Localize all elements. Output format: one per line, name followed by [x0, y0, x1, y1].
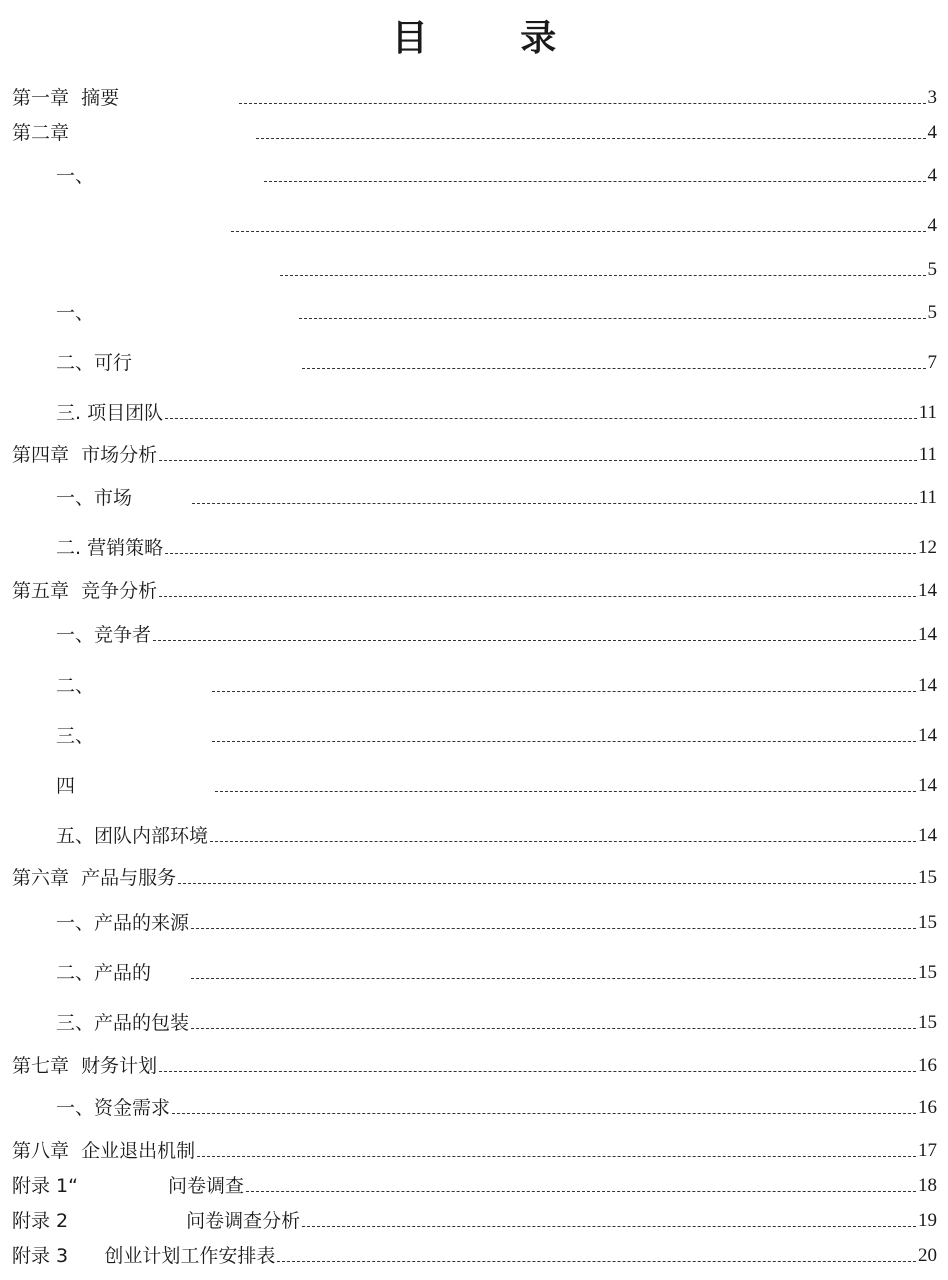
- toc-leader: [215, 791, 916, 792]
- toc-entry-label: 第五章 竞争分析: [12, 580, 158, 602]
- toc-entry[interactable]: [12, 437, 937, 467]
- toc-leader: [277, 1261, 916, 1262]
- toc-entry[interactable]: [12, 80, 937, 110]
- toc-entry-label: 一、竞争者: [56, 624, 152, 646]
- toc-entry[interactable]: [56, 617, 937, 647]
- toc-entry-page: 4: [927, 215, 937, 236]
- toc-leader: [159, 460, 917, 461]
- toc-entry-page: 15: [918, 867, 937, 888]
- toc-entry[interactable]: [12, 252, 937, 282]
- toc-leader: [192, 503, 917, 504]
- toc-entry-label: 第四章 市场分析: [12, 444, 158, 466]
- toc-entry-label: 四: [56, 775, 76, 797]
- toc-leader: [256, 138, 925, 139]
- toc-entry-label: 附录 2: [12, 1210, 69, 1232]
- toc-entry-page: 20: [918, 1245, 937, 1266]
- toc-entry-page: 14: [918, 580, 937, 601]
- toc-entry[interactable]: [56, 1090, 937, 1120]
- toc-entry-label: 第二章: [12, 122, 82, 144]
- toc-entry-page: 3: [927, 87, 937, 108]
- toc-entry-label: 一、资金需求: [56, 1097, 171, 1119]
- toc-leader: [165, 418, 917, 419]
- toc-entry-page: 4: [927, 122, 937, 143]
- toc-entry[interactable]: [56, 158, 937, 188]
- toc-entry-label: 一、市场: [56, 487, 133, 509]
- toc-entry[interactable]: [56, 480, 937, 510]
- toc-entry[interactable]: [56, 530, 937, 560]
- toc-leader: [191, 978, 916, 979]
- toc-entry-label: 三、产品的包装: [56, 1012, 190, 1034]
- toc-entry-label: 三、: [56, 725, 95, 747]
- toc-entry-page: 5: [927, 302, 937, 323]
- toc-entry-page: 16: [918, 1055, 937, 1076]
- toc-entry-page: 11: [918, 444, 937, 465]
- toc-entry-page: 5: [927, 259, 937, 280]
- toc-entry[interactable]: [12, 573, 937, 603]
- toc-entry-page: 7: [927, 352, 937, 373]
- toc-entry-label: 二、可行: [56, 352, 133, 374]
- toc-entry[interactable]: [56, 208, 937, 238]
- toc-leader: [246, 1191, 916, 1192]
- toc-entry[interactable]: [56, 955, 937, 985]
- toc-leader: [302, 1226, 916, 1227]
- page-title: 目 录: [391, 18, 597, 59]
- toc-leader: [231, 231, 926, 232]
- toc-entry-label: 一、: [56, 302, 95, 324]
- toc-entry-page: 4: [927, 165, 937, 186]
- toc-entry[interactable]: [56, 668, 937, 698]
- toc-entry-page: 12: [918, 537, 937, 558]
- toc-entry-label: 一、产品的来源: [56, 912, 190, 934]
- toc-entry[interactable]: [56, 295, 937, 325]
- toc-entry[interactable]: [56, 1005, 937, 1035]
- toc-entry[interactable]: [56, 905, 937, 935]
- toc-entry-label: 一、: [56, 165, 95, 187]
- toc-entry-page: 11: [918, 487, 937, 508]
- toc-entry[interactable]: [12, 1168, 937, 1198]
- toc-entry-page: 15: [918, 912, 937, 933]
- toc-leader: [299, 318, 925, 319]
- toc-entry[interactable]: [56, 345, 937, 375]
- toc-entry-page: 14: [918, 775, 937, 796]
- toc-leader: [159, 596, 916, 597]
- toc-leader: [165, 553, 916, 554]
- toc-leader: [212, 691, 916, 692]
- toc-entry-label: 第七章 财务计划: [12, 1055, 158, 1077]
- toc-entry-label-suffix: 问卷调查分析: [186, 1210, 301, 1232]
- toc-entry[interactable]: [56, 768, 937, 798]
- toc-entry[interactable]: [56, 395, 937, 425]
- toc-entry[interactable]: [56, 818, 937, 848]
- toc-entry-page: 19: [918, 1210, 937, 1231]
- toc-entry-label: 附录 1“: [12, 1175, 78, 1197]
- toc-entry[interactable]: [12, 860, 937, 890]
- toc-leader: [239, 103, 925, 104]
- toc-leader: [172, 1113, 916, 1114]
- toc-entry-label: 三. 项目团队: [56, 402, 164, 424]
- toc-entry-label: 第一章 摘要: [12, 87, 120, 109]
- toc-leader: [264, 181, 925, 182]
- toc-entry-page: 16: [918, 1097, 937, 1118]
- toc-leader: [178, 883, 916, 884]
- toc-leader: [280, 275, 926, 276]
- toc-leader: [191, 928, 916, 929]
- toc-leader: [210, 841, 916, 842]
- toc-entry-page: 14: [918, 825, 937, 846]
- toc-entry-page: 15: [918, 1012, 937, 1033]
- toc-entry-label: 第六章 产品与服务: [12, 867, 177, 889]
- toc-entry-label: 第八章 企业退出机制: [12, 1140, 196, 1162]
- toc-leader: [197, 1156, 916, 1157]
- toc-entry-page: 15: [918, 962, 937, 983]
- toc-entry[interactable]: [12, 1133, 937, 1163]
- toc-entry[interactable]: [12, 1238, 937, 1268]
- toc-entry[interactable]: [12, 1048, 937, 1078]
- toc-leader: [212, 741, 916, 742]
- toc-entry[interactable]: [12, 1203, 937, 1233]
- toc-entry[interactable]: [12, 115, 937, 145]
- toc-entry-page: 11: [918, 402, 937, 423]
- toc-leader: [302, 368, 925, 369]
- toc-entry-label: 五、团队内部环境: [56, 825, 209, 847]
- toc-entry-page: 17: [918, 1140, 937, 1161]
- toc-entry-label: 二. 营销策略: [56, 537, 164, 559]
- toc-entry-label-suffix: 问卷调查: [167, 1175, 244, 1197]
- toc-entry-page: 14: [918, 725, 937, 746]
- toc-entry[interactable]: [56, 718, 937, 748]
- toc-entry-page: 14: [918, 624, 937, 645]
- toc-leader: [191, 1028, 916, 1029]
- toc-entry-page: 18: [918, 1175, 937, 1196]
- toc-entry-label: 附录 3 创业计划工作安排表: [12, 1245, 276, 1267]
- toc-leader: [159, 1071, 916, 1072]
- toc-entry-label: 二、产品的: [56, 962, 152, 984]
- toc-entry-page: 14: [918, 675, 937, 696]
- toc-entry-label: 二、: [56, 675, 95, 697]
- toc-leader: [153, 640, 916, 641]
